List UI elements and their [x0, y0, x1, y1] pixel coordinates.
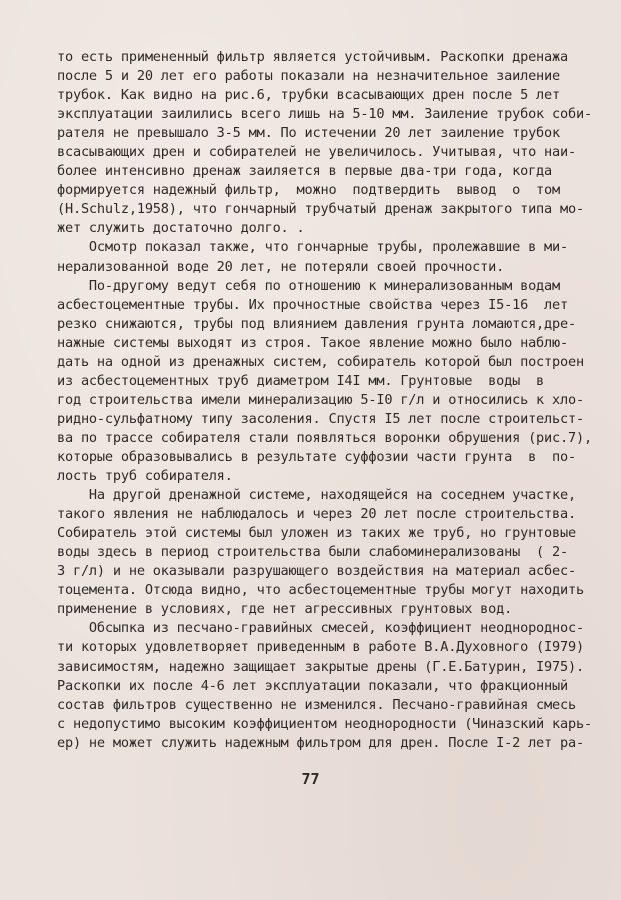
text-line: более интенсивно дренаж заиляется в первые два-три года, когда	[57, 163, 553, 180]
text-line: после 5 и 20 лет его работы показали на незначительное заиление	[57, 68, 561, 85]
text-line: Собиратель этой системы был уложен из таких же труб, но грунтовые	[57, 525, 576, 542]
text-line: всасывающих дрен и собирателей не увеличилось. Учитывая, что наи-	[57, 144, 576, 161]
text-line: (H.Schulz,1958), что гончарный трубчатый дренаж закрытого типа мо-	[57, 201, 584, 218]
text-line: то есть примененный фильтр является устойчивым. Раскопки дренажа	[57, 49, 568, 65]
text-line: ридно-сульфатному типу засоления. Спустя I5 лет после строительст-	[57, 410, 584, 427]
text-line: ти которых удовлетворяет приведенным в работе В.А.Духовного (I979)	[57, 639, 584, 656]
text-line: резко снижаются, трубы под влиянием давления грунта ломаются,дре-	[57, 315, 576, 332]
text-line: Раскопки их после 4-6 лет эксплуатации показали, что фракционный	[57, 677, 568, 694]
text-line: тоцемента. Отсюда видно, что асбестоцементные трубы могут находить	[57, 582, 584, 599]
text-line: эксплуатации заилились всего лишь на 5-10 мм. Заиление трубок соби-	[57, 106, 592, 123]
body-text	[57, 48, 597, 753]
text-line: По-другому ведут себя по отношению к минерализованным водам	[57, 277, 561, 294]
text-line: которые образовывались в результате суффозии части грунта в по-	[57, 448, 576, 465]
text-line: год строительства имели минерализацию 5-I0 г/л и относились к хло-	[57, 391, 584, 408]
text-line: состав фильтров существенно не изменился. Песчано-гравийная смесь	[57, 696, 576, 713]
text-line: ва по трассе собирателя стали появляться воронки обрушения (рис.7),	[57, 429, 592, 446]
text-line: трубок. Как видно на рис.6, трубки всасывающих дрен после 5 лет	[57, 87, 561, 104]
text-line: 3 г/л) и не оказывали разрушающего воздействия на материал асбес-	[57, 563, 576, 580]
text-line: формируется надежный фильтр, можно подтвердить вывод о том	[57, 182, 561, 199]
page-number: 77	[301, 770, 320, 788]
text-line: из асбестоцементных труб диаметром I4I мм. Грунтовые воды в	[57, 372, 545, 389]
text-line: зависимостям, надежно защищает закрытые дрены (Г.Е.Батурин, I975).	[57, 658, 584, 675]
text-line: ер) не может служить надежным фильтром для дрен. После I-2 лет ра-	[57, 734, 584, 751]
text-line: лость труб собирателя.	[57, 468, 233, 485]
text-line: рателя не превышало 3-5 мм. По истечении 20 лет заиление трубок	[57, 125, 561, 142]
text-line: жет служить достаточно долго. .	[57, 220, 305, 237]
text-line: Обсыпка из песчано-гравийных смесей, коэффициент неоднороднос-	[57, 620, 584, 637]
text-line: нажные системы выходят из строя. Такое явление можно было наблю-	[57, 334, 568, 351]
text-line: Осмотр показал также, что гончарные трубы, пролежавшие в ми-	[57, 239, 568, 256]
text-line: асбестоцементные трубы. Их прочностные свойства через I5-16 лет	[57, 296, 568, 313]
text-line: На другой дренажной системе, находящейся на соседнем участке,	[57, 487, 576, 504]
text-line: такого явления не наблюдалось и через 20 лет после строительства.	[57, 506, 576, 523]
text-line: дать на одной из дренажных систем, собиратель которой был построен	[57, 353, 584, 370]
text-line: воды здесь в период строительства были слабоминерализованы ( 2-	[57, 544, 568, 561]
text-line: с недопустимо высоким коэффициентом неоднородности (Чиназский карь-	[57, 715, 592, 732]
text-line: нерализованной воде 20 лет, не потеряли своей прочности.	[57, 258, 505, 275]
text-line: применение в условиях, где нет агрессивных грунтовых вод.	[57, 601, 513, 618]
